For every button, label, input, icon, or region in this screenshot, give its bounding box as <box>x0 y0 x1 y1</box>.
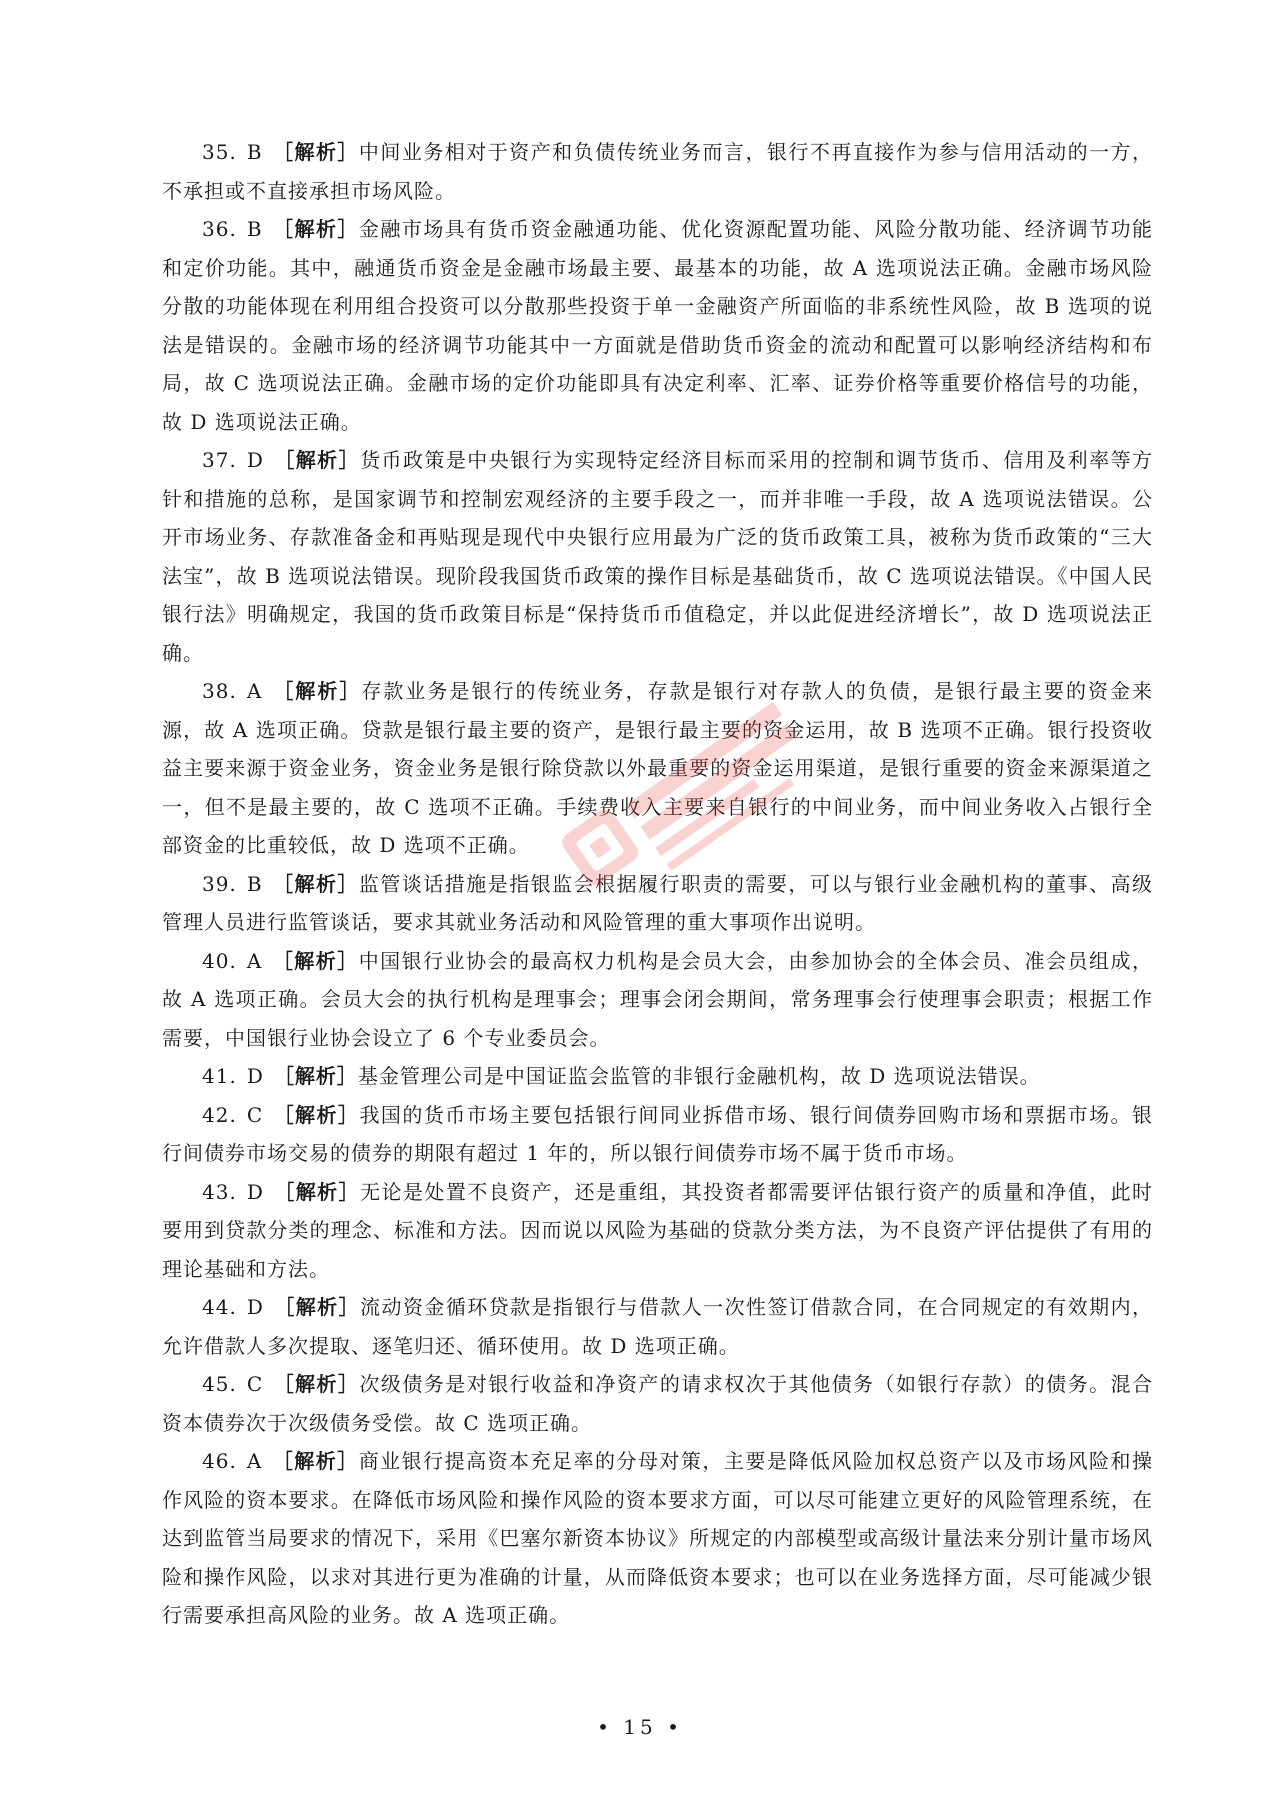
analysis-tag: ［解析］ <box>273 1295 361 1319</box>
answer-letter: D <box>246 1295 264 1319</box>
answer-letter: A <box>246 679 263 703</box>
answer-item-40 <box>162 942 1153 1058</box>
analysis-tag: ［解析］ <box>272 140 359 164</box>
question-number: 43. <box>202 1179 237 1204</box>
explanation-text: 中间业务相对于资产和负债传统业务而言，银行不再直接作为参与信用活动的一方，不承担或不直接承担市场风险。 <box>162 140 1154 203</box>
explanation-text: 基金管理公司是中国证监会监管的非银行金融机构，故 D 选项说法错误。 <box>357 1064 1041 1088</box>
analysis-tag: ［解析］ <box>272 679 362 703</box>
analysis-tag: ［解析］ <box>272 871 359 896</box>
question-number: 45. <box>202 1372 237 1396</box>
analysis-tag: ［解析］ <box>272 1449 359 1473</box>
page-number: • 15 • <box>597 1715 683 1739</box>
answer-item-35 <box>162 133 1153 210</box>
answer-item-37 <box>162 441 1153 672</box>
question-number: 40. <box>202 948 237 973</box>
answer-letter: C <box>246 1372 264 1396</box>
answer-letter: C <box>246 1102 264 1127</box>
answer-explanations <box>162 133 1153 1635</box>
answer-letter: B <box>246 140 263 164</box>
analysis-tag: ［解析］ <box>273 1179 361 1204</box>
answer-letter: B <box>246 871 263 896</box>
answer-item-46 <box>162 1442 1153 1635</box>
explanation-text: 无论是处置不良资产，还是重组，其投资者都需要评估银行资产的质量和净值，此时要用到贷款分类的理念、标准和方法。因而说以风险为基础的贷款分类方法，为不良资产评估提供了有用的理论基础和方法。 <box>162 1179 1154 1281</box>
question-number: 46. <box>202 1449 237 1473</box>
answer-letter: D <box>246 1064 264 1088</box>
explanation-text: 货币政策是中央银行为实现特定经济目标而采用的控制和调节货币、信用及利率等方针和措施的总称，是国家调节和控制宏观经济的主要手段之一，而并非唯一手段，故 A 选项说法错误。公开市场业务、存款准备金和再贴现是现代中央银行应用最为广泛的货币政策工具，被称为货币政策的“三大法宝”，故 B 选项说法错误。现阶段我国货币政策的操作目标是基础货币，故 C 选项说法错误。《中国人民银行法》明确规定，我国的货币政策目标是“保持货币币值稳定，并以此促进经济增长”，故 D 选项说法正确。 <box>162 448 1154 665</box>
answer-item-42 <box>162 1096 1153 1173</box>
question-number: 35. <box>202 140 237 164</box>
answer-letter: A <box>246 948 263 973</box>
question-number: 36. <box>202 217 237 241</box>
analysis-tag: ［解析］ <box>272 217 359 241</box>
analysis-tag: ［解析］ <box>273 448 361 472</box>
answer-item-45 <box>162 1365 1153 1442</box>
answer-item-44 <box>162 1288 1153 1365</box>
question-number: 44. <box>202 1295 237 1319</box>
explanation-text: 金融市场具有货币资金融通功能、优化资源配置功能、风险分散功能、经济调节功能和定价功能。其中，融通货币资金是金融市场最主要、最基本的功能，故 A 选项说法正确。金融市场风险分散的功能体现在利用组合投资可以分散那些投资于单一金融资产所面临的非系统性风险，故 B 选项的说法是错误的。金融市场的经济调节功能其中一方面就是借助货币资金的流动和配置可以影响经济结构和布局，故 C 选项说法正确。金融市场的定价功能即具有决定利率、汇率、证券价格等重要价格信号的功能，故 D 选项说法正确。 <box>162 217 1154 434</box>
analysis-tag: ［解析］ <box>273 1102 360 1127</box>
analysis-tag: ［解析］ <box>273 1372 360 1396</box>
explanation-text: 次级债务是对银行收益和净资产的请求权次于其他债务（如银行存款）的债务。混合资本债券次于次级债务受偿。故 C 选项正确。 <box>162 1372 1154 1435</box>
question-number: 42. <box>202 1102 237 1127</box>
answer-item-38 <box>162 672 1153 865</box>
analysis-tag: ［解析］ <box>272 948 359 973</box>
explanation-text: 流动资金循环贷款是指银行与借款人一次性签订借款合同，在合同规定的有效期内，允许借款人多次提取、逐笔归还、循环使用。故 D 选项正确。 <box>162 1295 1154 1358</box>
answer-item-41 <box>162 1057 1153 1096</box>
answer-letter: A <box>246 1449 263 1473</box>
question-number: 39. <box>202 871 237 896</box>
explanation-text: 存款业务是银行的传统业务，存款是银行对存款人的负债，是银行最主要的资金来源，故 A 选项正确。贷款是银行最主要的资产，是银行最主要的资金运用，故 B 选项不正确。银行投资收益主要来源于资金业务，资金业务是银行除贷款以外最重要的资金运用渠道，是银行重要的资金来源渠道之一，但不是最主要的，故 C 选项不正确。手续费收入主要来自银行的中间业务，而中间业务收入占银行全部资金的比重较低，故 D 选项不正确。 <box>162 679 1154 857</box>
explanation-text: 中国银行业协会的最高权力机构是会员大会，由参加协会的全体会员、准会员组成，故 A 选项正确。会员大会的执行机构是理事会；理事会闭会期间，常务理事会行使理事会职责；根据工作需要，中国银行业协会设立了 6 个专业委员会。 <box>162 948 1154 1050</box>
question-number: 41. <box>202 1064 237 1088</box>
answer-letter: D <box>246 1179 264 1204</box>
answer-item-43 <box>162 1173 1153 1289</box>
answer-item-39 <box>162 865 1153 942</box>
analysis-tag: ［解析］ <box>273 1064 358 1088</box>
explanation-text: 监管谈话措施是指银监会根据履行职责的需要，可以与银行业金融机构的董事、高级管理人员进行监管谈话，要求其就业务活动和风险管理的重大事项作出说明。 <box>162 871 1154 934</box>
explanation-text: 商业银行提高资本充足率的分母对策，主要是降低风险加权总资产以及市场风险和操作风险的资本要求。在降低市场风险和操作风险的资本要求方面，可以尽可能建立更好的风险管理系统，在达到监管当局要求的情况下，采用《巴塞尔新资本协议》所规定的内部模型或高级计量法来分别计量市场风险和操作风险，以求对其进行更为准确的计量，从而降低资本要求；也可以在业务选择方面，尽可能减少银行需要承担高风险的业务。故 A 选项正确。 <box>162 1449 1154 1627</box>
explanation-text: 我国的货币市场主要包括银行间同业拆借市场、银行间债券回购市场和票据市场。银行间债券市场交易的债券的期限有超过 1 年的，所以银行间债券市场不属于货币市场。 <box>162 1102 1154 1165</box>
question-number: 37. <box>202 448 237 472</box>
question-number: 38. <box>202 679 237 703</box>
answer-letter: B <box>246 217 263 241</box>
answer-letter: D <box>246 448 264 472</box>
answer-item-36 <box>162 210 1153 441</box>
